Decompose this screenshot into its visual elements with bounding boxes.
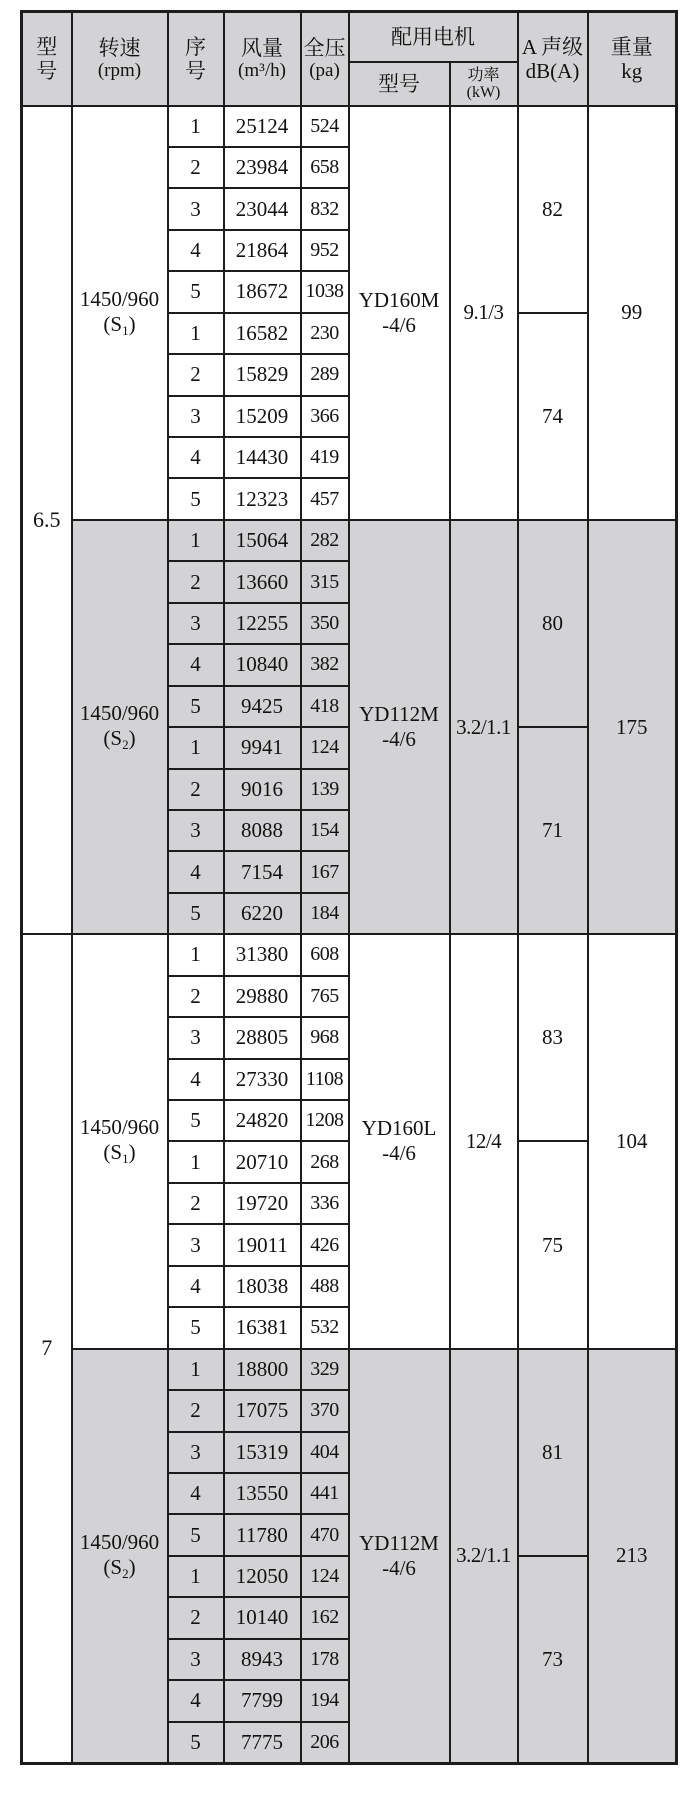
airflow-cell: 19011 <box>224 1224 301 1265</box>
speed-value: 1450/960 <box>79 1115 160 1140</box>
speed-value: 1450/960 <box>79 701 160 726</box>
pressure-cell: 230 <box>301 313 349 354</box>
weight-cell: 99 <box>588 106 677 520</box>
speed-variant-prefix: (S <box>103 1140 123 1165</box>
seq-cell: 3 <box>168 396 224 437</box>
noise-cell-high: 83 <box>518 934 588 1141</box>
pressure-cell: 124 <box>301 1556 349 1597</box>
pressure-cell: 178 <box>301 1639 349 1680</box>
header-weight-line1: 重量 <box>610 34 653 59</box>
airflow-cell: 16582 <box>224 313 301 354</box>
header-index-line2: 号 <box>185 58 206 83</box>
airflow-cell: 28805 <box>224 1017 301 1058</box>
speed-variant-suffix: ) <box>128 726 136 751</box>
header-speed-line1: 转速 <box>98 35 141 60</box>
pressure-cell: 167 <box>301 851 349 892</box>
pressure-cell: 765 <box>301 976 349 1017</box>
pressure-cell: 194 <box>301 1680 349 1721</box>
speed-variant-prefix: (S <box>103 311 123 336</box>
seq-cell: 1 <box>168 727 224 768</box>
pressure-cell: 426 <box>301 1224 349 1265</box>
pressure-cell: 404 <box>301 1432 349 1473</box>
airflow-cell: 20710 <box>224 1141 301 1182</box>
seq-cell: 5 <box>168 893 224 934</box>
pressure-cell: 329 <box>301 1349 349 1390</box>
noise-cell-low: 73 <box>518 1556 588 1763</box>
noise-cell-low: 74 <box>518 313 588 520</box>
seq-cell: 4 <box>168 644 224 685</box>
motor-model-line2: -4/6 <box>382 312 416 337</box>
seq-cell: 4 <box>168 1473 224 1514</box>
pressure-cell: 124 <box>301 727 349 768</box>
header-pressure-line1: 全压 <box>303 35 346 60</box>
pressure-cell: 658 <box>301 147 349 188</box>
airflow-cell: 10840 <box>224 644 301 685</box>
motor-model-line1: YD112M <box>359 702 439 727</box>
airflow-cell: 12050 <box>224 1556 301 1597</box>
pressure-cell: 139 <box>301 769 349 810</box>
airflow-cell: 9425 <box>224 686 301 727</box>
weight-cell: 104 <box>588 934 677 1348</box>
motor-model-line2: -4/6 <box>382 1141 416 1166</box>
airflow-cell: 8943 <box>224 1639 301 1680</box>
airflow-cell: 12323 <box>224 478 301 519</box>
airflow-cell: 10140 <box>224 1597 301 1638</box>
airflow-cell: 11780 <box>224 1514 301 1555</box>
seq-cell: 3 <box>168 603 224 644</box>
airflow-cell: 7154 <box>224 851 301 892</box>
airflow-cell: 31380 <box>224 934 301 975</box>
speed-variant-prefix: (S <box>103 726 123 751</box>
table-row <box>22 520 677 561</box>
airflow-cell: 15829 <box>224 354 301 395</box>
airflow-cell: 19720 <box>224 1183 301 1224</box>
airflow-cell: 21864 <box>224 230 301 271</box>
airflow-cell: 25124 <box>224 106 301 147</box>
power-cell: 9.1/3 <box>450 106 518 520</box>
power-cell: 3.2/1.1 <box>450 1349 518 1763</box>
table-row <box>22 934 677 975</box>
airflow-cell: 6220 <box>224 893 301 934</box>
motor-model-line1: YD160L <box>361 1116 437 1141</box>
pressure-cell: 268 <box>301 1141 349 1182</box>
table-row <box>22 106 677 147</box>
seq-cell: 2 <box>168 1183 224 1224</box>
pressure-cell: 419 <box>301 437 349 478</box>
seq-cell: 1 <box>168 934 224 975</box>
airflow-cell: 9016 <box>224 769 301 810</box>
model-cell: 6.5 <box>22 106 72 935</box>
noise-cell-high: 81 <box>518 1349 588 1556</box>
seq-cell: 1 <box>168 520 224 561</box>
pressure-cell: 366 <box>301 396 349 437</box>
seq-cell: 1 <box>168 1349 224 1390</box>
seq-cell: 5 <box>168 271 224 312</box>
speed-variant <box>73 726 167 753</box>
table-row <box>22 1349 677 1390</box>
header-airflow <box>224 12 301 106</box>
speed-variant <box>73 1555 167 1582</box>
header-noise <box>518 12 588 106</box>
airflow-cell: 24820 <box>224 1100 301 1141</box>
airflow-cell: 18038 <box>224 1266 301 1307</box>
header-pressure <box>301 12 349 106</box>
seq-cell: 5 <box>168 478 224 519</box>
header-model-line2: 号 <box>36 58 58 83</box>
airflow-cell: 15209 <box>224 396 301 437</box>
pressure-cell: 370 <box>301 1390 349 1431</box>
motor-model-line2: -4/6 <box>382 1555 416 1580</box>
speed-variant-subscript: 2 <box>122 737 129 753</box>
seq-cell: 2 <box>168 561 224 602</box>
speed-value: 1450/960 <box>79 1529 160 1554</box>
header-motor-group <box>349 12 518 62</box>
header-power-line2: (kW) <box>466 83 501 101</box>
pressure-cell: 488 <box>301 1266 349 1307</box>
weight-cell: 175 <box>588 520 677 934</box>
airflow-cell: 12255 <box>224 603 301 644</box>
seq-cell: 1 <box>168 1141 224 1182</box>
airflow-cell: 18672 <box>224 271 301 312</box>
seq-cell: 2 <box>168 769 224 810</box>
pressure-cell: 154 <box>301 810 349 851</box>
seq-cell: 2 <box>168 354 224 395</box>
header-pressure-line2: (pa) <box>309 59 340 81</box>
header-weight <box>588 12 677 106</box>
pressure-cell: 289 <box>301 354 349 395</box>
motor-model-cell <box>349 106 450 520</box>
table-header <box>22 12 677 106</box>
airflow-cell: 16381 <box>224 1307 301 1348</box>
seq-cell: 3 <box>168 1639 224 1680</box>
airflow-cell: 7799 <box>224 1680 301 1721</box>
header-motor-power <box>450 62 518 106</box>
header-noise-line2: dB(A) <box>525 58 580 83</box>
pressure-cell: 350 <box>301 603 349 644</box>
airflow-cell: 23044 <box>224 188 301 229</box>
airflow-cell: 13550 <box>224 1473 301 1514</box>
seq-cell: 4 <box>168 1680 224 1721</box>
airflow-cell: 9941 <box>224 727 301 768</box>
header-index <box>168 12 224 106</box>
seq-cell: 2 <box>168 1390 224 1431</box>
pressure-cell: 532 <box>301 1307 349 1348</box>
noise-cell-high: 80 <box>518 520 588 727</box>
pressure-cell: 282 <box>301 520 349 561</box>
airflow-cell: 17075 <box>224 1390 301 1431</box>
speed-variant-suffix: ) <box>128 311 136 336</box>
pressure-cell: 1038 <box>301 271 349 312</box>
seq-cell: 3 <box>168 188 224 229</box>
pressure-cell: 1208 <box>301 1100 349 1141</box>
airflow-cell: 15064 <box>224 520 301 561</box>
airflow-cell: 29880 <box>224 976 301 1017</box>
seq-cell: 1 <box>168 106 224 147</box>
seq-cell: 4 <box>168 1266 224 1307</box>
fan-spec-table <box>20 10 678 1765</box>
speed-variant-subscript: 1 <box>122 1151 129 1167</box>
seq-cell: 4 <box>168 1059 224 1100</box>
model-cell: 7 <box>22 934 72 1763</box>
seq-cell: 3 <box>168 1017 224 1058</box>
header-airflow-line1: 风量 <box>241 35 283 60</box>
seq-cell: 3 <box>168 1224 224 1265</box>
motor-model-line1: YD160M <box>358 287 440 312</box>
airflow-cell: 18800 <box>224 1349 301 1390</box>
airflow-cell: 14430 <box>224 437 301 478</box>
speed-cell <box>72 106 168 520</box>
pressure-cell: 162 <box>301 1597 349 1638</box>
pressure-cell: 382 <box>301 644 349 685</box>
pressure-cell: 832 <box>301 188 349 229</box>
seq-cell: 4 <box>168 851 224 892</box>
pressure-cell: 608 <box>301 934 349 975</box>
header-motor-group-label: 配用电机 <box>391 24 475 49</box>
power-cell: 12/4 <box>450 934 518 1348</box>
pressure-cell: 524 <box>301 106 349 147</box>
speed-variant-subscript: 2 <box>122 1565 129 1581</box>
motor-model-line2: -4/6 <box>382 727 416 752</box>
header-model <box>22 12 72 106</box>
pressure-cell: 315 <box>301 561 349 602</box>
seq-cell: 3 <box>168 810 224 851</box>
header-power-line1: 功率 <box>467 66 500 84</box>
speed-variant-subscript: 1 <box>122 322 129 338</box>
airflow-cell: 7775 <box>224 1722 301 1763</box>
seq-cell: 1 <box>168 1556 224 1597</box>
pressure-cell: 206 <box>301 1722 349 1763</box>
airflow-cell: 13660 <box>224 561 301 602</box>
seq-cell: 4 <box>168 230 224 271</box>
seq-cell: 5 <box>168 1514 224 1555</box>
speed-cell <box>72 520 168 934</box>
airflow-cell: 15319 <box>224 1432 301 1473</box>
pressure-cell: 184 <box>301 893 349 934</box>
header-noise-line1: A 声级 <box>521 34 584 59</box>
header-speed-line2: (rpm) <box>97 59 142 81</box>
pressure-cell: 441 <box>301 1473 349 1514</box>
noise-cell-high: 82 <box>518 106 588 313</box>
seq-cell: 5 <box>168 686 224 727</box>
speed-cell <box>72 934 168 1348</box>
header-model-line1: 型 <box>36 34 58 59</box>
speed-variant-suffix: ) <box>128 1554 136 1579</box>
motor-model-cell <box>349 934 450 1348</box>
airflow-cell: 27330 <box>224 1059 301 1100</box>
seq-cell: 3 <box>168 1432 224 1473</box>
pressure-cell: 418 <box>301 686 349 727</box>
speed-variant-suffix: ) <box>128 1140 136 1165</box>
airflow-cell: 8088 <box>224 810 301 851</box>
motor-model-cell <box>349 1349 450 1763</box>
seq-cell: 2 <box>168 1597 224 1638</box>
speed-cell <box>72 1349 168 1763</box>
pressure-cell: 457 <box>301 478 349 519</box>
speed-variant-prefix: (S <box>103 1554 123 1579</box>
seq-cell: 2 <box>168 147 224 188</box>
header-weight-line2: kg <box>621 58 643 83</box>
header-speed <box>72 12 168 106</box>
noise-cell-low: 75 <box>518 1141 588 1348</box>
motor-model-line1: YD112M <box>359 1530 439 1555</box>
pressure-cell: 952 <box>301 230 349 271</box>
header-motor-model-label: 型号 <box>378 71 420 96</box>
seq-cell: 2 <box>168 976 224 1017</box>
header-airflow-line2: (m³/h) <box>238 59 286 81</box>
pressure-cell: 336 <box>301 1183 349 1224</box>
header-index-line1: 序 <box>185 34 206 59</box>
seq-cell: 5 <box>168 1722 224 1763</box>
seq-cell: 4 <box>168 437 224 478</box>
seq-cell: 5 <box>168 1307 224 1348</box>
power-cell: 3.2/1.1 <box>450 520 518 934</box>
speed-value: 1450/960 <box>79 286 160 311</box>
pressure-cell: 1108 <box>301 1059 349 1100</box>
noise-cell-low: 71 <box>518 727 588 934</box>
pressure-cell: 968 <box>301 1017 349 1058</box>
table-body <box>22 106 677 1764</box>
pressure-cell: 470 <box>301 1514 349 1555</box>
weight-cell: 213 <box>588 1349 677 1763</box>
airflow-cell: 23984 <box>224 147 301 188</box>
speed-variant <box>73 312 167 339</box>
header-motor-model <box>349 62 450 106</box>
seq-cell: 5 <box>168 1100 224 1141</box>
speed-variant <box>73 1140 167 1167</box>
seq-cell: 1 <box>168 313 224 354</box>
motor-model-cell <box>349 520 450 934</box>
